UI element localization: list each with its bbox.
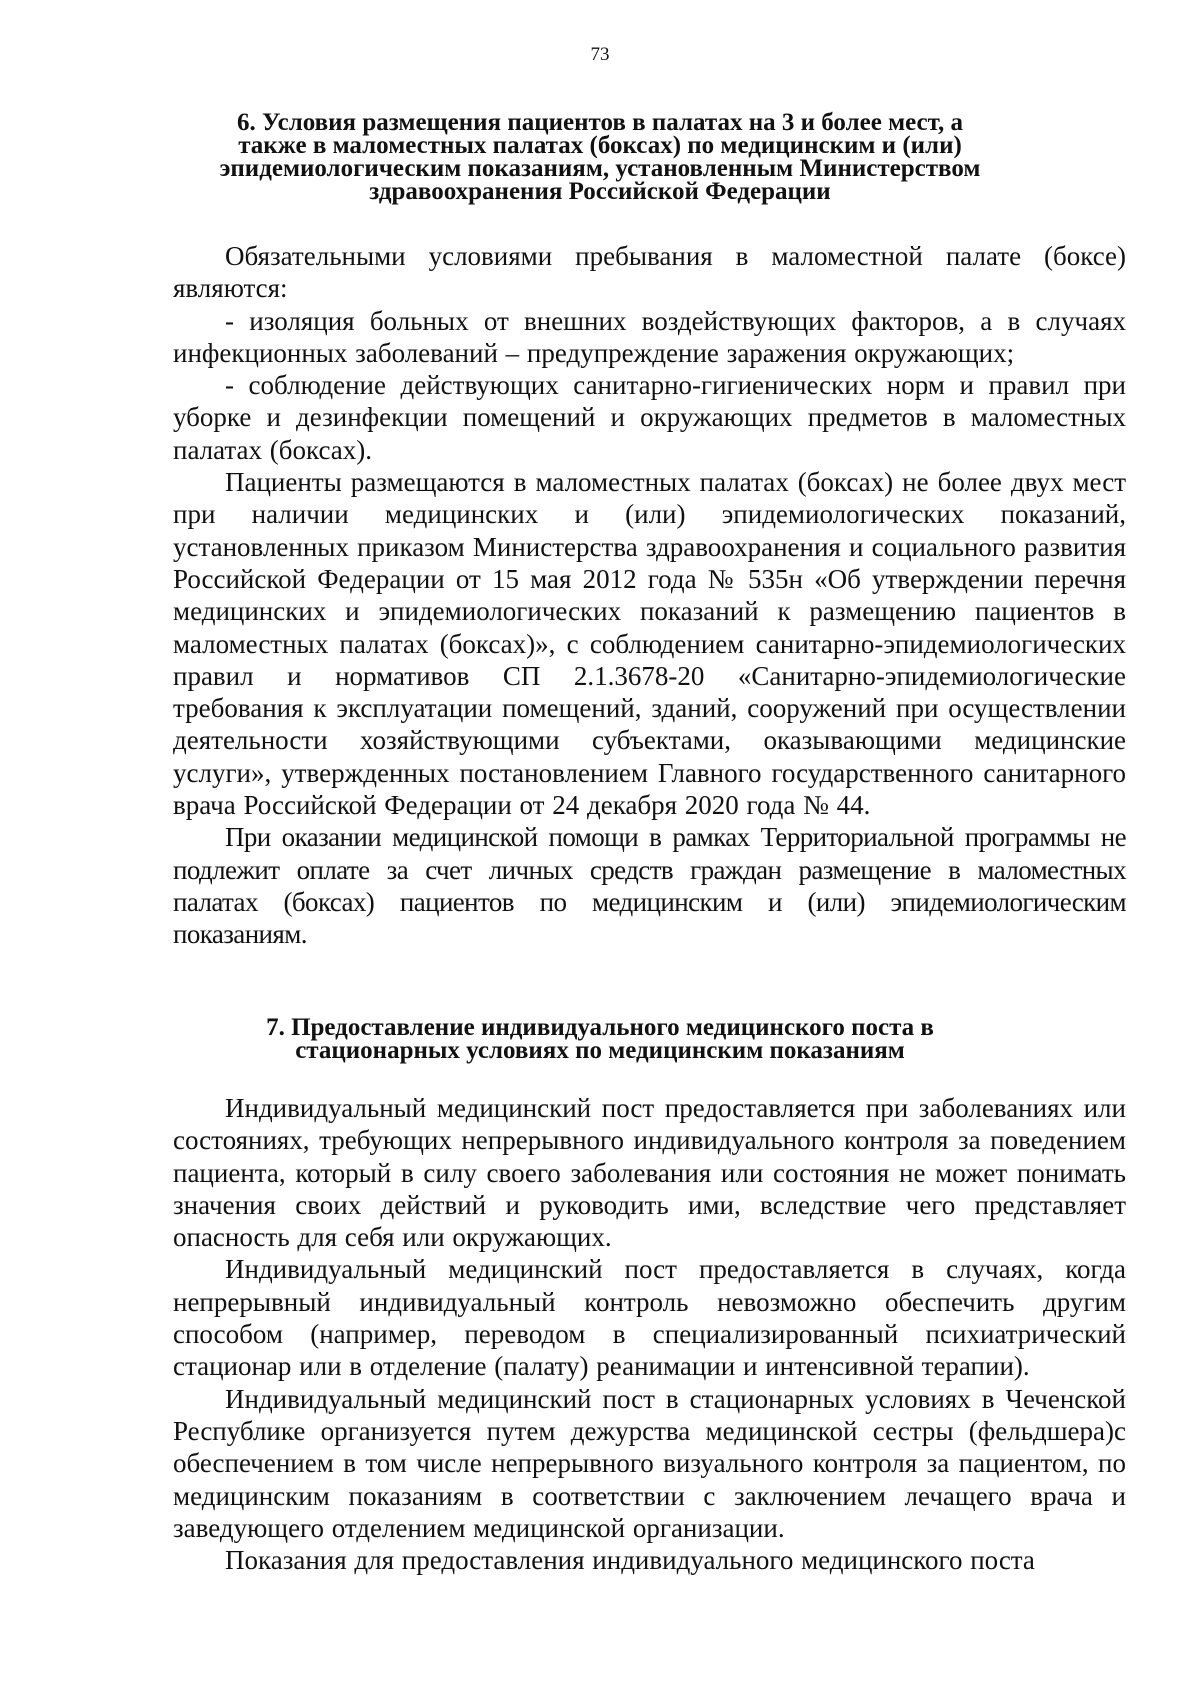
section-6-body xyxy=(173,240,1126,951)
paragraph: - изоляция больных от внешних воздействующих факторов, а в случаях инфекционных заболеваний – предупреждение заражения окружающих; xyxy=(173,305,1126,368)
section-7-body xyxy=(173,1092,1126,1576)
heading-line: эпидемиологическим показаниям, установленным Министерством xyxy=(219,155,981,182)
paragraph: - соблюдение действующих санитарно-гигиенических норм и правил при уборке и дезинфекции помещений и окружающих предметов в маломестных палатах (боксах). xyxy=(173,370,1126,465)
paragraph: Индивидуальный медицинский пост в стационарных условиях в Чеченской Республике организуется путем дежурства медицинской сестры (фельдшера)с обеспечением в том числе непрерывного визуального контроля за пациентом, по медицинским показаниям в соответствии с заключением лечащего врача и заведующего отделением медицинской организации. xyxy=(173,1383,1126,1543)
paragraph: При оказании медицинской помощи в рамках Территориальной программы не подлежит оплате за счет личных средств граждан размещение в маломестных палатах (боксах) пациентов по медицинским и (или) эпидемиологическим показаниям. xyxy=(173,822,1126,950)
heading-line: 6. Условия размещения пациентов в палатах на 3 и более мест, а xyxy=(236,109,963,136)
heading-line: также в маломестных палатах (боксах) по медицинским и (или) xyxy=(238,132,962,159)
paragraph: Показания для предоставления индивидуального медицинского поста xyxy=(225,1545,1035,1576)
heading-line: стационарных условиях по медицинским показаниям xyxy=(295,1037,905,1064)
heading-line: здравоохранения Российской Федерации xyxy=(369,178,831,205)
heading-line: 7. Предоставление индивидуального медицинского поста в xyxy=(266,1014,934,1041)
section-6-heading xyxy=(160,111,1040,203)
paragraph: Индивидуальный медицинский пост предоставляется при заболеваниях или состояниях, требующих непрерывного индивидуального контроля за поведением пациента, который в силу своего заболевания или состояния не может понимать значения своих действий и руководить ими, вследствие чего представляет опасность для себя или окружающих. xyxy=(173,1093,1126,1253)
paragraph: Обязательными условиями пребывания в маломестной палате (боксе) являются: xyxy=(173,241,1126,304)
paragraph: Индивидуальный медицинский пост предоставляется в случаях, когда непрерывный индивидуальный контроль невозможно обеспечить другим способом (например, переводом в специализированный психиатрический стационар или в отделение (палату) реанимации и интенсивной терапии). xyxy=(173,1254,1126,1382)
section-7-heading xyxy=(160,1016,1040,1062)
paragraph: Пациенты размещаются в маломестных палатах (боксах) не более двух мест при наличии медицинских и (или) эпидемиологических показаний, установленных приказом Министерства здравоохранения и социального развития Российской Федерации от 15 мая 2012 года № 535н «Об утверждении перечня медицинских и эпидемиологических показаний к размещению пациентов в маломестных палатах (боксах)», с соблюдением санитарно-эпидемиологических правил и нормативов СП 2.1.3678-20 «Санитарно-эпидемиологические требования к эксплуатации помещений, зданий, сооружений при осуществлении деятельности хозяйствующими субъектами, оказывающими медицинские услуги», утвержденных постановлением Главного государственного санитарного врача Российской Федерации от 24 декабря 2020 года № 44. xyxy=(173,467,1126,821)
page-number: 73 xyxy=(590,44,610,65)
